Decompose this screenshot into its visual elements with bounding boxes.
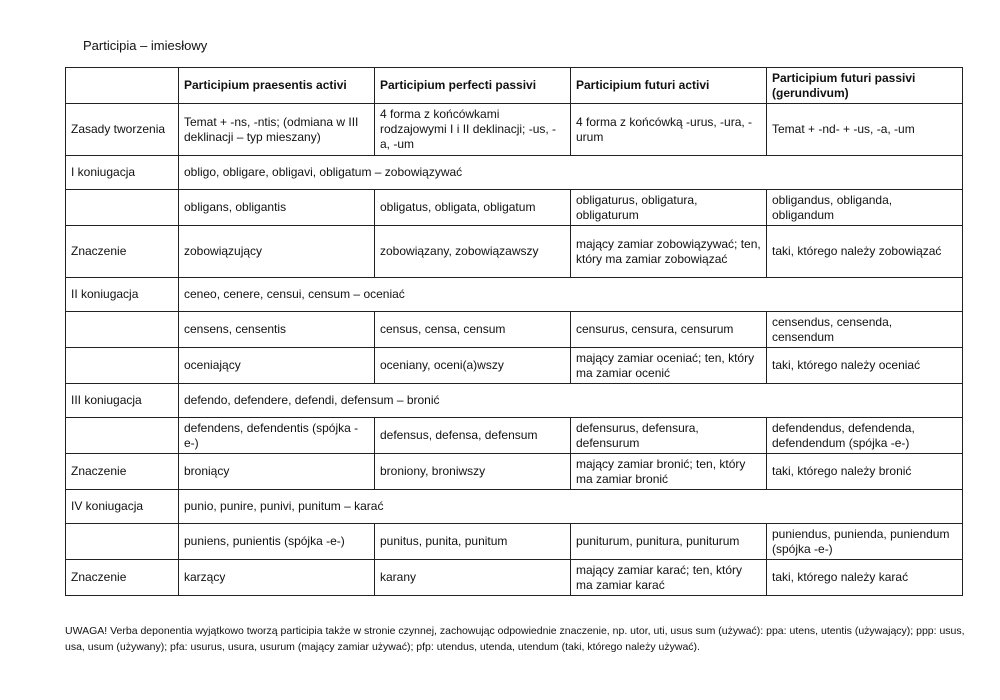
meaning-pfa: mający zamiar zobowiązywać; ten, który ma zamiar zobowiązać xyxy=(571,226,767,278)
form-ppp: obligatus, obligata, obligatum xyxy=(375,190,571,226)
conjugation-2-meaning-row xyxy=(66,348,963,384)
form-pfa: puniturum, punitura, puniturum xyxy=(571,524,767,560)
conjugation-1-forms-row xyxy=(66,190,963,226)
rule-ppp: 4 forma z końcówkami rodzajowymi I i II deklinacji; -us, -a, -um xyxy=(375,104,571,156)
form-ppp: defensus, defensa, defensum xyxy=(375,418,571,454)
form-pfp: censendus, censenda, censendum xyxy=(767,312,963,348)
header-ppa: Participium praesentis activi xyxy=(179,68,375,104)
form-pfa: censurus, censura, censurum xyxy=(571,312,767,348)
meaning-pfp: taki, którego należy zobowiązać xyxy=(767,226,963,278)
conjugation-4-forms-row xyxy=(66,524,963,560)
conjugation-1-heading-row xyxy=(66,156,963,190)
conjugation-3-label: III koniugacja xyxy=(66,384,179,418)
meaning-ppp: zobowiązany, zobowiązawszy xyxy=(375,226,571,278)
conjugation-2-verb: ceneo, cenere, censui, censum – oceniać xyxy=(179,278,963,312)
conjugation-2-label: II koniugacja xyxy=(66,278,179,312)
header-pfa: Participium futuri activi xyxy=(571,68,767,104)
form-pfp: defendendus, defendenda, defendendum (spójka -e-) xyxy=(767,418,963,454)
meaning-pfp: taki, którego należy karać xyxy=(767,560,963,596)
header-ppp: Participium perfecti passivi xyxy=(375,68,571,104)
meaning-ppa: oceniający xyxy=(179,348,375,384)
conjugation-4-heading-row xyxy=(66,490,963,524)
forms-label-empty xyxy=(66,418,179,454)
form-ppa: censens, censentis xyxy=(179,312,375,348)
rule-ppa: Temat + -ns, -ntis; (odmiana w III deklinacji – typ mieszany) xyxy=(179,104,375,156)
page-title: Participia – imiesłowy xyxy=(83,38,208,53)
meaning-pfa: mający zamiar oceniać; ten, który ma zamiar ocenić xyxy=(571,348,767,384)
form-ppa: obligans, obligantis xyxy=(179,190,375,226)
meaning-pfp: taki, którego należy bronić xyxy=(767,454,963,490)
meaning-ppp: broniony, broniwszy xyxy=(375,454,571,490)
form-ppp: punitus, punita, punitum xyxy=(375,524,571,560)
conjugation-3-meaning-row xyxy=(66,454,963,490)
conjugation-1-meaning-row xyxy=(66,226,963,278)
participia-table xyxy=(65,67,963,596)
meaning-pfa: mający zamiar bronić; ten, który ma zamiar bronić xyxy=(571,454,767,490)
forms-label-empty xyxy=(66,312,179,348)
conjugation-2-heading-row xyxy=(66,278,963,312)
header-cell-empty xyxy=(66,68,179,104)
header-pfp: Participium futuri passivi (gerundivum) xyxy=(767,68,963,104)
meaning-ppp: karany xyxy=(375,560,571,596)
meaning-label: Znaczenie xyxy=(66,560,179,596)
meaning-ppa: karzący xyxy=(179,560,375,596)
conjugation-3-heading-row xyxy=(66,384,963,418)
conjugation-3-forms-row xyxy=(66,418,963,454)
meaning-ppa: broniący xyxy=(179,454,375,490)
form-pfp: puniendus, punienda, puniendum (spójka -e-) xyxy=(767,524,963,560)
conjugation-1-label: I koniugacja xyxy=(66,156,179,190)
forms-label-empty xyxy=(66,524,179,560)
header-row xyxy=(66,68,963,104)
forms-label-empty xyxy=(66,190,179,226)
rules-label: Zasady tworzenia xyxy=(66,104,179,156)
rule-pfa: 4 forma z końcówką -urus, -ura, -urum xyxy=(571,104,767,156)
form-pfa: defensurus, defensura, defensurum xyxy=(571,418,767,454)
form-pfa: obligaturus, obligatura, obligaturum xyxy=(571,190,767,226)
form-pfp: obligandus, obliganda, obligandum xyxy=(767,190,963,226)
conjugation-1-verb: obligo, obligare, obligavi, obligatum – zobowiązywać xyxy=(179,156,963,190)
form-ppa: puniens, punientis (spójka -e-) xyxy=(179,524,375,560)
form-ppp: census, censa, censum xyxy=(375,312,571,348)
rule-pfp: Temat + -nd- + -us, -a, -um xyxy=(767,104,963,156)
meaning-pfa: mający zamiar karać; ten, który ma zamiar karać xyxy=(571,560,767,596)
conjugation-2-forms-row xyxy=(66,312,963,348)
conjugation-4-label: IV koniugacja xyxy=(66,490,179,524)
meaning-label xyxy=(66,348,179,384)
conjugation-4-meaning-row xyxy=(66,560,963,596)
footnote-note: UWAGA! Verba deponentia wyjątkowo tworzą participia także w stronie czynnej, zachowując odpowiednie znaczenie, np. utor, uti, usus sum (używać): ppa: utens, utentis (używający); ppp: usus, usa, usum (używany); pfa: usurus, usura, usurum (mający zamiar używać); pfp: utendus, utenda, utendum (taki, którego należy używać). xyxy=(65,625,965,653)
meaning-ppp: oceniany, oceni(a)wszy xyxy=(375,348,571,384)
meaning-pfp: taki, którego należy oceniać xyxy=(767,348,963,384)
meaning-ppa: zobowiązujący xyxy=(179,226,375,278)
meaning-label: Znaczenie xyxy=(66,454,179,490)
conjugation-3-verb: defendo, defendere, defendi, defensum – bronić xyxy=(179,384,963,418)
rules-row xyxy=(66,104,963,156)
meaning-label: Znaczenie xyxy=(66,226,179,278)
form-ppa: defendens, defendentis (spójka -e-) xyxy=(179,418,375,454)
conjugation-4-verb: punio, punire, punivi, punitum – karać xyxy=(179,490,963,524)
